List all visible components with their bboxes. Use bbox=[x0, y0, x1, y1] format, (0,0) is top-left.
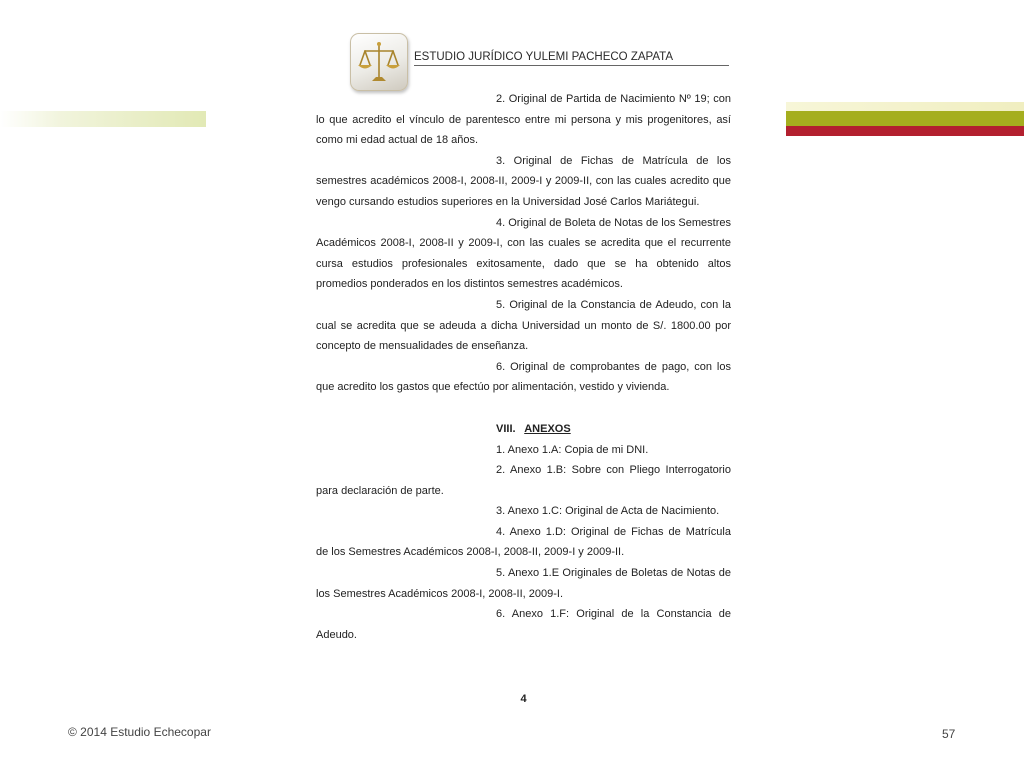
evidence-item: 6. Original de comprobantes de pago, con los que acredito los gastos que efectúo por alimentación, vestido y vivienda. bbox=[316, 360, 731, 394]
document-page-number: 4 bbox=[520, 693, 527, 705]
annex-item: 5. Anexo 1.E Originales de Boletas de Notas de los Semestres Académicos 2008-I, 2008-II, 2009-I. bbox=[316, 567, 731, 600]
annex-item: 3. Anexo 1.C: Original de Acta de Nacimiento. bbox=[496, 505, 720, 518]
evidence-item: 3. Original de Fichas de Matrícula de los semestres académicos 2008-I, 2008-II, 2009-I y 2009-II, con las cuales acredito que vengo cursando estudios superiores en la Universidad José Carlos Mariátegui. bbox=[316, 154, 731, 208]
annex-heading-number: VIII. bbox=[496, 422, 516, 435]
annex-heading bbox=[496, 419, 731, 440]
annex-heading-title: ANEXOS bbox=[524, 422, 571, 435]
copyright-text: © 2014 Estudio Echecopar bbox=[68, 725, 211, 739]
firm-logo bbox=[350, 33, 408, 91]
annex-item: 4. Anexo 1.D: Original de Fichas de Matrícula de los Semestres Académicos 2008-I, 2008-II, 2009-I y 2009-II. bbox=[316, 525, 731, 559]
document-body bbox=[316, 89, 731, 645]
document-page bbox=[316, 30, 731, 720]
evidence-item: 5. Original de la Constancia de Adeudo, con la cual se acredita que se adeuda a dicha Universidad un monto de S/. 1800.00 por concepto de mensualidades de enseñanza. bbox=[316, 298, 731, 353]
annex-item: 1. Anexo 1.A: Copia de mi DNI. bbox=[496, 443, 649, 456]
annex-item: 6. Anexo 1.F: Original de la Constancia de Adeudo. bbox=[316, 608, 731, 641]
decorative-band-right bbox=[786, 102, 1024, 136]
evidence-item: 4. Original de Boleta de Notas de los Semestres Académicos 2008-I, 2008-II y 2009-I, con las cuales se acredita que el recurrente cursa estudios profesionales exitosamente, dado que se ha obtenido altos promedios ponderados en los distintos semestres académicos. bbox=[316, 216, 731, 291]
firm-name: ESTUDIO JURÍDICO YULEMI PACHECO ZAPATA bbox=[414, 51, 729, 66]
evidence-item: 2. Original de Partida de Nacimiento Nº 19; con lo que acredito el vínculo de parentesco entre mi persona y mis progenitores, así como mi edad actual de 18 años. bbox=[316, 93, 731, 147]
slide-number: 57 bbox=[942, 727, 956, 741]
scales-of-justice-icon bbox=[351, 34, 407, 90]
annex-item: 2. Anexo 1.B: Sobre con Pliego Interrogatorio para declaración de parte. bbox=[316, 464, 731, 497]
decorative-band-left bbox=[0, 111, 206, 127]
